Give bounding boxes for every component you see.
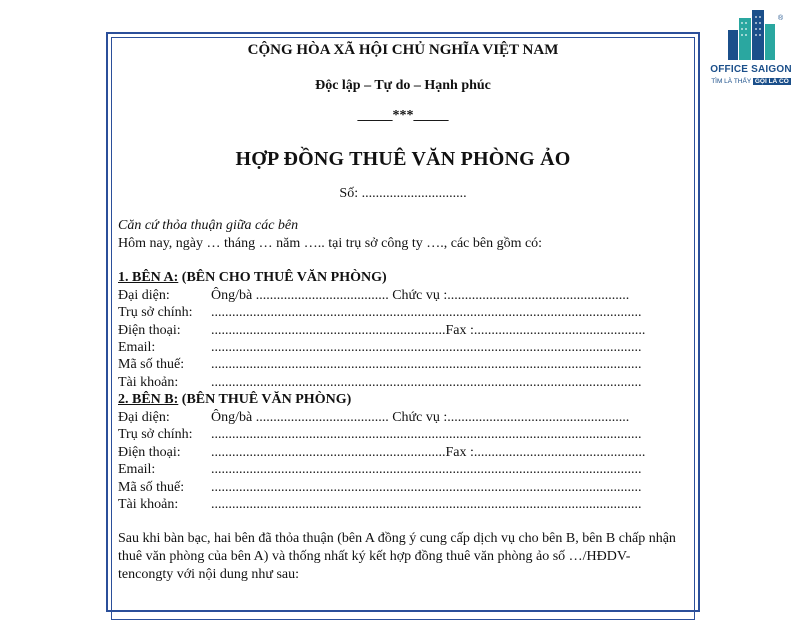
- contract-title: HỢP ĐỒNG THUÊ VĂN PHÒNG ẢO: [235, 148, 571, 170]
- registered-mark: ®: [778, 15, 784, 22]
- logo-tagline: [708, 78, 794, 85]
- field-label: Điện thoại:: [118, 323, 181, 338]
- separator: _____***_____: [357, 108, 449, 123]
- field-value: ...........................................................................................................................: [211, 305, 642, 320]
- country-heading: CỘNG HÒA XÃ HỘI CHỦ NGHĨA VIỆT NAM: [247, 42, 559, 58]
- field-label: Tài khoản:: [118, 375, 179, 390]
- agreement-paragraph: Sau khi bàn bạc, hai bên đã thỏa thuận (bên A đồng ý cung cấp dịch vụ cho bên B, bên B chấp nhận thuê văn phòng của bên A) và thống nhất ký kết hợp đồng thuê văn phòng ảo số …/HĐDV-tencongty với nội dung như sau:: [118, 531, 676, 582]
- logo-name: OFFICE SAIGON: [710, 64, 792, 75]
- field-value: Ông/bà ...................................... Chức vụ :....................................................: [211, 410, 630, 425]
- field-value: ...........................................................................................................................: [211, 340, 642, 355]
- field-value: ...........................................................................................................................: [211, 462, 642, 477]
- field-label: Đại diện:: [118, 410, 170, 425]
- field-value: ...................................................................Fax :.................................................: [211, 323, 646, 338]
- field-value: ...........................................................................................................................: [211, 357, 642, 372]
- field-value: Ông/bà ...................................... Chức vụ :....................................................: [211, 288, 630, 303]
- contract-number: Số: ..............................: [339, 186, 467, 201]
- contract-basis: Căn cứ thỏa thuận giữa các bên: [118, 218, 299, 233]
- field-value: ...........................................................................................................................: [211, 375, 642, 390]
- office-saigon-logo: [708, 8, 794, 94]
- field-label: Đại diện:: [118, 288, 170, 303]
- field-value: ...........................................................................................................................: [211, 427, 642, 442]
- building-icon: [708, 8, 794, 64]
- contract-intro: Hôm nay, ngày … tháng … năm ….. tại trụ sở công ty …., các bên gồm có:: [118, 236, 543, 251]
- field-label: Mã số thuế:: [118, 480, 185, 495]
- field-value: ...........................................................................................................................: [211, 480, 642, 495]
- motto-heading: Độc lập – Tự do – Hạnh phúc: [315, 78, 491, 93]
- party-a-heading: [118, 270, 387, 286]
- field-label: Tài khoản:: [118, 497, 179, 512]
- party-b-description: (BÊN THUÊ VĂN PHÒNG): [178, 392, 352, 407]
- contract-page: [106, 32, 700, 612]
- field-value: ...................................................................Fax :.................................................: [211, 445, 646, 460]
- party-a-description: (BÊN CHO THUÊ VĂN PHÒNG): [178, 270, 387, 285]
- party-b-heading: [118, 392, 351, 408]
- field-label: Email:: [118, 462, 156, 477]
- field-label: Trụ sở chính:: [118, 305, 193, 320]
- logo-tagline-highlight: GỌI LÀ CÓ: [754, 78, 789, 85]
- field-label: Trụ sở chính:: [118, 427, 193, 442]
- party-a-number: 1. BÊN A:: [118, 270, 179, 285]
- field-label: Điện thoại:: [118, 445, 181, 460]
- field-label: Email:: [118, 340, 156, 355]
- party-b-number: 2. BÊN B:: [118, 392, 179, 407]
- field-label: Mã số thuế:: [118, 357, 185, 372]
- logo-tagline-text: TÌM LÀ THẤY: [711, 78, 752, 85]
- field-value: ...........................................................................................................................: [211, 497, 642, 512]
